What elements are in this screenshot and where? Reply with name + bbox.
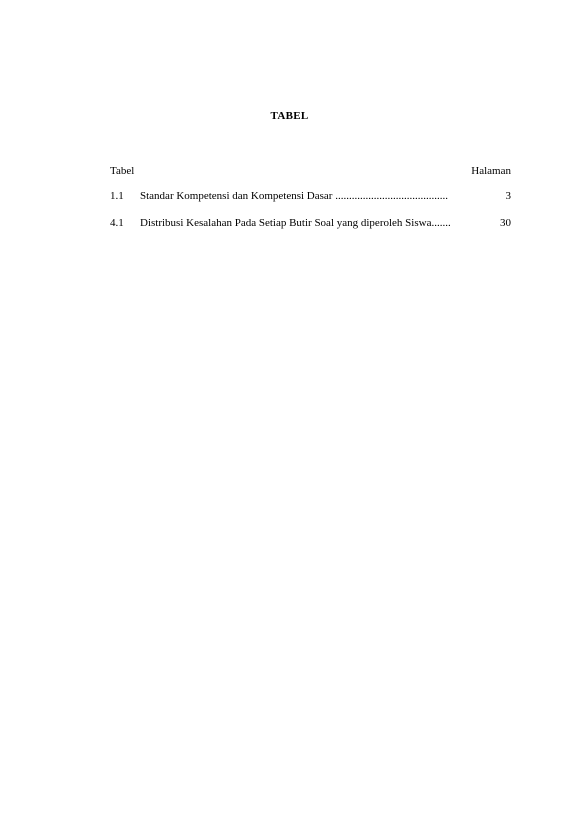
- entry-title: Standar Kompetensi dan Kompetensi Dasar .........................................: [140, 190, 448, 202]
- page-title: TABEL: [270, 110, 309, 122]
- column-header-tabel: Tabel: [110, 165, 135, 177]
- entry-page-number: 30: [500, 217, 511, 229]
- column-header-halaman: Halaman: [471, 165, 511, 177]
- entry-title: Distribusi Kesalahan Pada Setiap Butir Soal yang diperoleh Siswa.......: [140, 217, 451, 229]
- list-item: [110, 189, 511, 203]
- list-item: [110, 216, 511, 230]
- entry-page-number: 3: [505, 190, 511, 202]
- entry-number: 4.1: [110, 217, 124, 229]
- entry-number: 1.1: [110, 190, 124, 202]
